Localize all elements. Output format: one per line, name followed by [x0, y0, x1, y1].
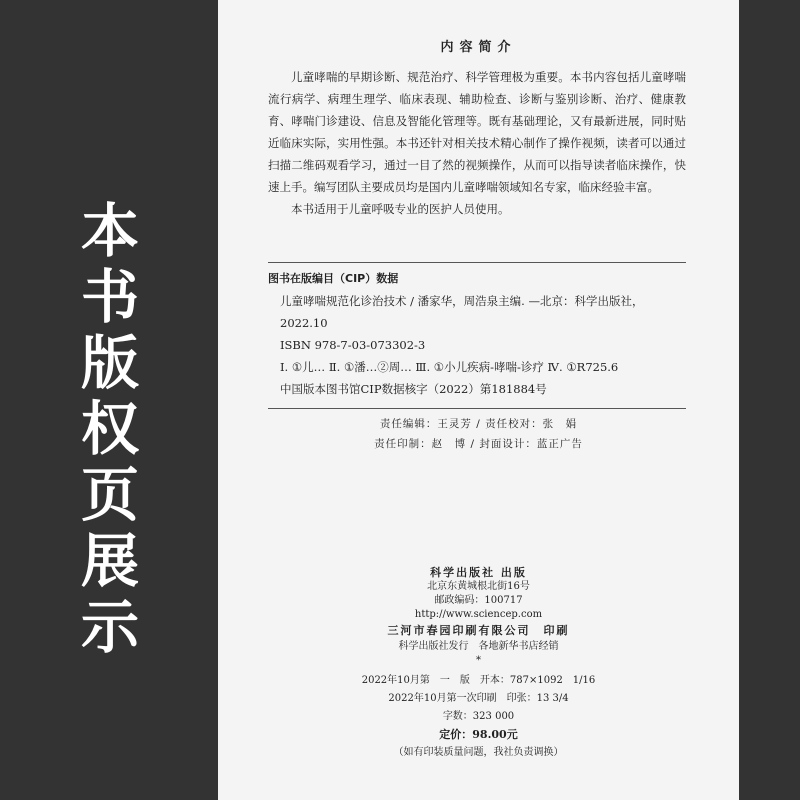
cip-classification: Ⅰ. ①儿… Ⅱ. ①潘…②周… Ⅲ. ①小儿疾病-哮喘-诊疗 Ⅳ. ①R725.6: [280, 360, 619, 374]
publisher-address: 北京东黄城根北街16号: [427, 581, 530, 592]
divider: [268, 408, 686, 409]
cip-isbn: ISBN 978-7-03-073302-3: [280, 338, 426, 352]
staff-line-1: 责任编辑：王灵芳 / 责任校对：张 娟: [379, 418, 578, 430]
divider: [268, 262, 686, 263]
price: 定价：98.00元: [439, 728, 518, 741]
printer-name: 三河市春园印刷有限公司 印刷: [387, 624, 570, 637]
intro-text: [268, 66, 686, 220]
side-title-char: 权: [80, 395, 139, 463]
side-title-char: 书: [80, 263, 139, 331]
intro-paragraph: 儿童哮喘的早期诊断、规范治疗、科学管理极为重要。本书内容包括儿童哮喘流行病学、病理生理学、临床表现、辅助检查、诊断与鉴别诊断、治疗、健康教育、哮喘门诊建设、信息及智能化管理等。既有基础理论，又有最新进展，同时贴近临床实际，实用性强。本书还针对相关技术精心制作了操作视频，读者可以通过扫描二维码观看学习，通过一目了然的视频操作，从而可以指导读者临床操作，快速上手。编写团队主要成员均是国内儿童哮喘领域知名专家，临床经验丰富。: [268, 70, 686, 194]
cip-heading: 图书在版编目（CIP）数据: [268, 272, 399, 285]
intro-title: 内容简介: [440, 40, 517, 55]
cip-date-line: 2022.10: [280, 316, 328, 330]
publisher-url: http://www.sciencep.com: [414, 609, 543, 620]
cip-data: [268, 268, 686, 400]
edition-info: 2022年10月第 一 版 开本：787×1092 1/16: [361, 675, 596, 686]
distribution: 科学出版社发行 各地新华书店经销: [398, 641, 559, 652]
side-title-char: 展: [80, 527, 139, 595]
side-title: [78, 198, 142, 660]
copyright-page: [218, 0, 739, 800]
cip-title-line: 儿童哮喘规范化诊治技术 / 潘家华，周浩泉主编. —北京：科学出版社，: [280, 294, 644, 308]
side-title-char: 页: [80, 461, 139, 529]
side-title-text: [78, 198, 142, 660]
publisher-name: 科学出版社 出版: [430, 566, 527, 579]
publisher-postcode: 邮政编码：100717: [434, 595, 523, 606]
star-separator: *: [476, 655, 481, 666]
publisher-block: [218, 566, 739, 760]
intro-paragraph: 本书适用于儿童呼吸专业的医护人员使用。: [291, 202, 510, 216]
cip-record: 中国版本图书馆CIP数据核字（2022）第181884号: [280, 382, 547, 396]
printing-info: 2022年10月第一次印刷 印张：13 3/4: [388, 693, 569, 704]
side-title-char: 版: [80, 329, 139, 397]
side-title-char: 示: [80, 593, 139, 661]
quality-note: （如有印装质量问题，我社负责调换）: [393, 747, 564, 758]
side-title-char: 本: [80, 197, 139, 265]
word-count: 字数：323 000: [442, 711, 515, 722]
staff-line-2: 责任印制：赵 博 / 封面设计：蓝正广告: [374, 438, 583, 450]
